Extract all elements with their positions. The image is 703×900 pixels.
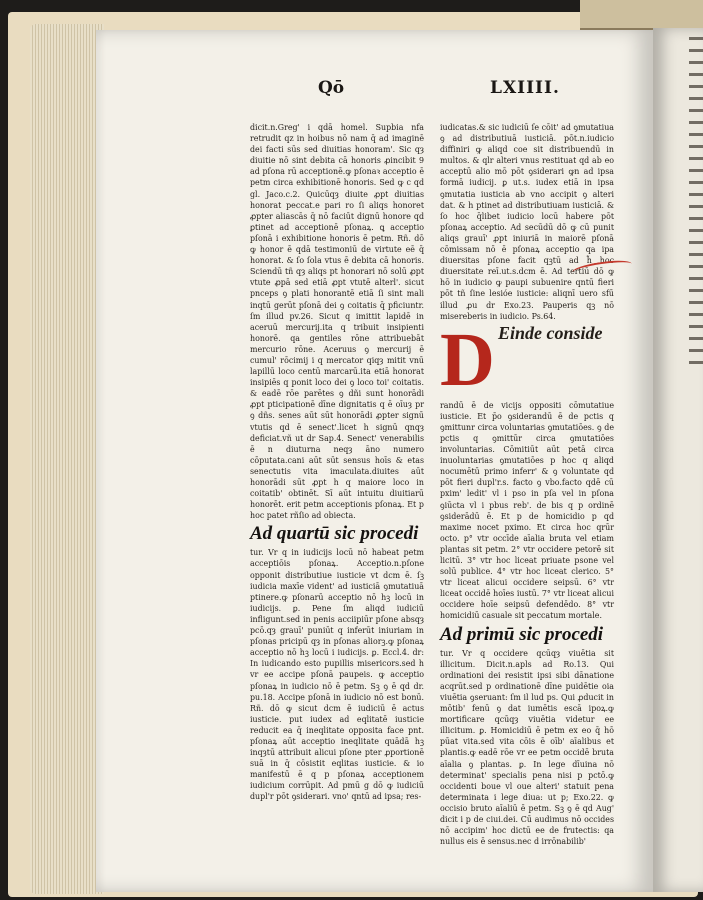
facing-page-edge bbox=[653, 28, 703, 892]
right-paragraph-2: randū ē de vicijs oppositi cōmutatiue iusticie. Et p̄o ꝯsiderandū ē de pctis q ꝯmittunr circa voluntarias ꝯmutatiōes. ꝯ de pctis q ꝯmittūr circa ꝯmutatiōes involuntarias. Cōmitiūt aūt petā circa inuoluntarias ꝯmutatiōes p hoc q aliqd nocumētū primo inferr' & ꝯ voluntate qd pōt fieri dupl'r.s. facto ꝯ vbo.facto qdē cū pxim' ledit' vl i pso in pſa vel in pſona ꝯiūcta vl i pbus reb'. de bis q p ordinē ꝯsiderādū ē. Et p de homicidio p qd maxime nocet pximo. Et circa hoc qrūr octo. p° vtr occīde aīalia bruta vel etiam plantas sit petm. 2° vtr occidere petorē sit licitū. 3° vtr hoc liceat priuate psone vel solū publice. 4° vtr hoc liceat clerico. 5° vtr liceat alicui occidere seipsū. 6° vtr liceat occidē hoīes iustū. 7° vtr liceat alicui occidere hoīe seipsū defendēdo. 8° vtr homicidiū casuale sit peccatum mortale. bbox=[440, 400, 614, 621]
running-head-left: Qō bbox=[318, 78, 345, 98]
folio-number: LXIIII. bbox=[490, 78, 560, 98]
left-paragraph-1: dicit.n.Greg' i qdā homel. Supbia nfa retrudit qz in hoibus nō nam q̄ ad imaginē dei facti sūs sed diuitias honoram'. Sic qȝ diuitie nō sint debita cā honoris ꝓincibit 9 ad pſona rū acceptionē.ꝙ pſonaꝛ acceptio ē petm circa exhibitionē honoris. Sed ꝙ c qd gl. Jaco.c.2. Quicūqȝ diuite ꝓpt diuitias honorat peccat.e pari ro ſi aliqs honoret ꝓpter aliascās q̄ nō faciūt dignū honore qd ꝑtinet ad acceptionē pſonaꝝ. ꝗ acceptio pſonā i exhibitione honoris ē petm. Rñ. dō ꝙ honor ē qdā testimoniū de virtute eē q̄ honorat. & ſo ſola vtus ē debita cā honoris. Sciendū tñ qȝ aliqs pt honorari nō solū ꝓpt vtute ꝓpā sed etiā ꝓpt vtutē alterl'. sicut pnceps ꝯ plati honorantē etiā ſi sint mali inqtū gerūt pſonā dei ꝯ coitatis q̄ pficiuntr. ſm illud pv.26. Sicut q imittit lapidē in aceruū mercurij.ita q tribuit insipienti honorē. qa gentiles rōne attribuebāt mercurio rōne. Aceruus ꝯ mercurij ē cumul' rōcimij i q mercator qiqȝ mitit vnū lapillū loco centū marcarū.ita etiā honorat insipiēs q ponit loco dei ꝯ loco toi' coitatis. & eadē rōe parētes ꝯ dñi sunt honorādi ꝓpt pticipationē dīne dignitatis q ē oīuȝ pr ꝯ dñs. senes aūt sūt honorādi ꝓpter signū vtutis qd ē senect'.licet h signū qnqȝ deficiat.vñ ut dr Sap.4. Senect' venerabilis ē n diuturna neqȝ āno numero cōputata.cani aūt sūt sensus hoīs & etas senectutis vita imaculata.diuites aūt honorādi sūt ꝓpt h q maiore loco in coitatib' obtinēt. Sī aūt intuitu diuitiarū honorēt. erit petm acceptionis pſonaꝝ. Et p hoc patet rñſio ad obiecta. bbox=[250, 123, 424, 521]
left-paragraph-2: tur. Vr q in iudicijs locū nō habeat petm acceptiōis pſonaꝝ. Acceptio.n.pſone opponit distributiue iusticie vt dcm ē. ſꝫ iudicia maxīe vident' ad iusticiā ꝯmutatiuā ptinere.ꝙ pſonarū acceptio nō hꝫ locū in iudicijs. ꝑ. Pene ſm aliqd iudiciū infligunt.sed in penis acciipiūr pſone absqȝ pcō.qȝ grauī' puniūt q inferūt iniuriam in pſonas pricipū qȝ in pſonas aliorꝫ.ꝙ pſonaꝝ acceptio nō hꝫ locū i iudicijs. ꝑ. Eccl.4. dr: In iudicando esto pupillis misericors.sed h vr ee accipe pſonā paupeis. ꝙ acceptio pſonaꝝ in iudicio nō ē petm. Sꝫ ꝯ ē qd dr. pu.18. Accipe pſonā in iudicio nō est bonū. Rñ. dō ꝙ sicut dcm ē iudiciū ē actus iusticie. put iudex ad eqlitatē iusticie reducit ea q̄ ineqlitate opposita face pnt. pſonaꝝ aūt acceptio ineqlitate quādā hꝫ inqȝtū attribuit alicui pſone pter ꝓportionē suā in q̄ cōsistit eqlitas iusticie. & io manifestū ē q p pſonaꝝ acceptionem iudicium corrūpit. Ad pmū g dō ꝙ iudiciū dupl'r pōt ꝯsiderari. vno' qntū ad ipsa; res- bbox=[250, 548, 424, 802]
question-heading: Einde conside bbox=[498, 322, 603, 343]
left-text-column bbox=[250, 122, 424, 803]
red-initial-letter: D bbox=[440, 317, 495, 402]
right-paragraph-3: tur. Vr q occidere qcūqȝ viuētia sit illicitum. Dicit.n.apls ad Ro.13. Qui ordinationi dei resistit ipsi sibi dānatione acqrūt.sed p ordinationē dīne puidētie oia viuētia ꝯseruant: ſm il lud ps. Qui ꝓducit in mōtib' fenū ꝯ dat iumētis escā ipoꝝ.ꝙ mortificare qcūqȝ viuētia videtur ee illicitum. ꝑ. Homicidiū ē petm ex eo q̄ hō pūat vita.sed vita cōis ē oīb' aīalibus et plantis.ꝙ eadē rōe vr ee petm occidē bruta aīalia ꝯ plantas. ꝑ. In lege dīuina nō determinat' specialis pena nisi p pctō.ꝙ occidenti boue vl oue alteri' statuit pena determinata i lege diua: ut p; Exo.22. ꝙ occisio bruto aīaliū ē petm. Sꝫ ꝯ ē qd Aug' dicit i p de ciui.dei. Cū audimus nō occides nō accipim' hoc dictū ee de frutectis: qa nullus eis ē sensus.nec d irrōnabilib' bbox=[440, 648, 614, 847]
right-text-column bbox=[440, 122, 614, 847]
binding-top-edge bbox=[580, 0, 703, 30]
section-heading-ad-primum: Ad primū sic procedi bbox=[440, 623, 604, 645]
right-paragraph-1: iudicatas.& sic iudiciū ſe cōit' ad ꝯmutatiua ꝯ ad distributiuā iusticiā. pōt.n.iudicio diffiniri ꝙ aliqd coe sit distribuendū in multos. & qlr alteri vnus restituat qd ab eo acceptū alio mō pōt ꝯsiderari ꝙn ad ipsa formā iudicij. ꝑ ut.s. iudex etiā in ipsa ꝯmutatia iusticia ab vno accipit ꝯ alteri dat. & h ptinet ad distributiuam iusticiā. & ſo hoc q̄libet iudicio locū habere pōt pſonaꝝ acceptio. Ad secūdū dō ꝙ cū punit aliqs grauī' ꝓpt iniuriā in maiorē pſonā cōmissam nō ē pſonaꝝ acceptio qa ipa diuersitas pſone facit qꝫtū ad h̃ hoc diuersitate reī.ut.s.dcm ē. Ad tertiū dō ꝙ hō in iudicio ꝙ paupi subuenire qntū fieri pōt tñ ſine lesióe iusticie: aliqnī uero sfū illud ꝓu dr Exo.23. Pauperis qꝫ nō misereberis in iudicio. Ps.64. bbox=[440, 123, 614, 321]
section-heading-ad-quartum: Ad quartū sic procedi bbox=[250, 523, 419, 545]
question-opening bbox=[440, 317, 614, 402]
page-edges bbox=[30, 24, 104, 894]
